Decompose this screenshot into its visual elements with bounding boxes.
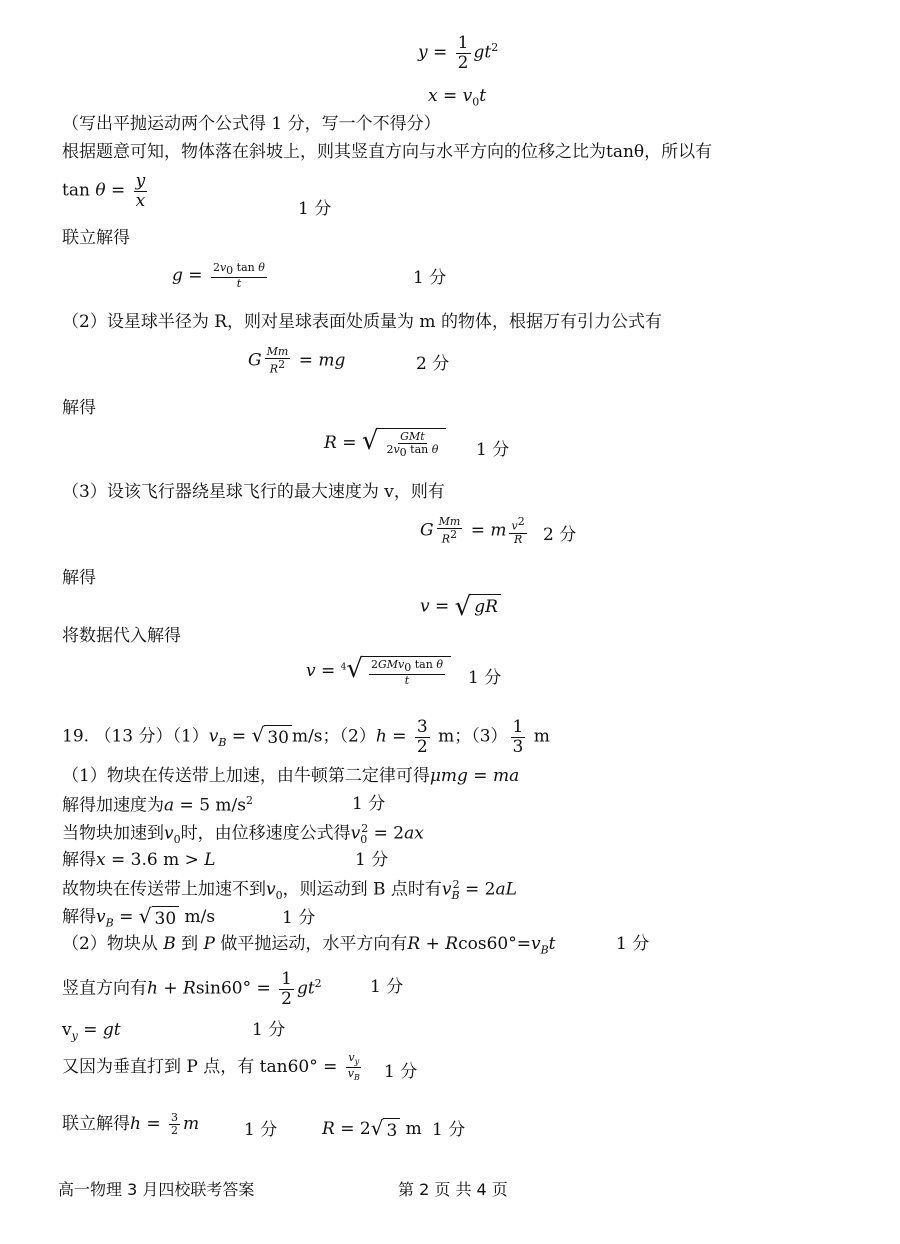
formula-tan: tan θ = $\frac{y}{x}$	[62, 171, 146, 211]
line-vertical: 竖直方向有h + Rsin60° = $\frac{1}{2}$ $gt^2$	[62, 969, 322, 1009]
formula-g: g = $\frac{2v_0 \tan \theta}{t}$	[172, 261, 265, 291]
score-11: 1 分	[370, 977, 404, 997]
score-3: 2 分	[416, 354, 450, 374]
footer-page: 第 2 页 共 4 页	[398, 1180, 508, 1199]
formula-y: y = $\frac{1}{2}$ $gt^2$	[418, 33, 499, 73]
formula-x: $x = v_0t$	[428, 86, 487, 109]
score-9: 1 分	[282, 908, 316, 928]
question-2: （2）设星球半径为 R，则对星球表面处质量为 m 的物体，根据万有引力公式有	[62, 312, 662, 332]
score-5: 2 分	[543, 525, 577, 545]
q19-part2: （2）物块从 B 到 P 做平抛运动，水平方向有$R + Rcos60^\circ=v_Bt$	[62, 934, 556, 957]
question-19: 19. （13 分）$(1)v_B$ = √ 30 m/s；（2）h = $\frac{3}{2}$ m；（3） $\frac{1}{3}$ m	[62, 717, 550, 757]
score-10: 1 分	[616, 934, 650, 954]
score-4: 1 分	[476, 440, 510, 460]
line-x: 解得x = 3.6 m > L	[62, 850, 216, 870]
question-3: （3）设该飞行器绕星球飞行的最大速度为 v，则有	[62, 482, 445, 502]
note-scoring: （写出平抛运动两个公式得 1 分，写一个不得分）	[62, 114, 441, 134]
formula-v-final: v = $^4$ √ 2GMv$_0$ tan θ t	[306, 656, 451, 687]
text-daijie: 将数据代入解得	[62, 626, 181, 646]
score-14: 1 分	[244, 1120, 278, 1140]
formula-gravity: G $\frac{Mm}{R^2}$ = mg	[248, 345, 346, 376]
text-jiede-1: 解得	[62, 398, 96, 418]
score-8: 1 分	[355, 850, 389, 870]
text-jiede-2: 解得	[62, 568, 96, 588]
line-accel: 解得加速度为a = 5 $m/s^2$	[62, 794, 253, 816]
line-final: 联立解得h = $\frac{3}{2}$ m	[62, 1111, 200, 1138]
line-gu: 故物块在传送带上加速不到$v_0$，则运动到 B 点时有$v_B^2 = 2aL$	[62, 878, 517, 903]
formula-orbit: G $\frac{Mm}{R^2}$ = m $\frac{v^2}{R}$	[420, 515, 525, 546]
footer-title: 高一物理 3 月四校联考答案	[58, 1180, 255, 1199]
score-12: 1 分	[252, 1020, 286, 1040]
formula-R: R = √ GMt $2v_0$ tan θ	[324, 428, 446, 459]
text-lianli: 联立解得	[62, 228, 130, 248]
score-1: 1 分	[298, 199, 332, 219]
paragraph-slope: 根据题意可知，物体落在斜坡上，则其竖直方向与水平方向的位移之比为tanθ，所以有	[62, 142, 713, 162]
score-15: 1 分	[432, 1120, 466, 1140]
line-v0: 当物块加速到$v_0$时，由位移速度公式得$v_0^2 = 2ax$	[62, 822, 424, 847]
score-13: 1 分	[384, 1062, 418, 1082]
score-6: 1 分	[468, 668, 502, 688]
score-7: 1 分	[352, 794, 386, 814]
line-vy: $v_y$ = gt	[62, 1020, 121, 1043]
line-vb: 解得$v_B$ = √ 30 m/s	[62, 904, 216, 930]
line-tan60: 又因为垂直打到 P 点，有 tan60° = $\frac{v_y}{v_B}$	[62, 1051, 360, 1083]
score-2: 1 分	[413, 268, 447, 288]
formula-v: v = √ gR	[420, 594, 501, 620]
line-R: R = 2 √ 3 m	[322, 1116, 422, 1141]
q19-part1: （1）物块在传送带上加速，由牛顿第二定律可得μmg = ma	[62, 766, 520, 786]
